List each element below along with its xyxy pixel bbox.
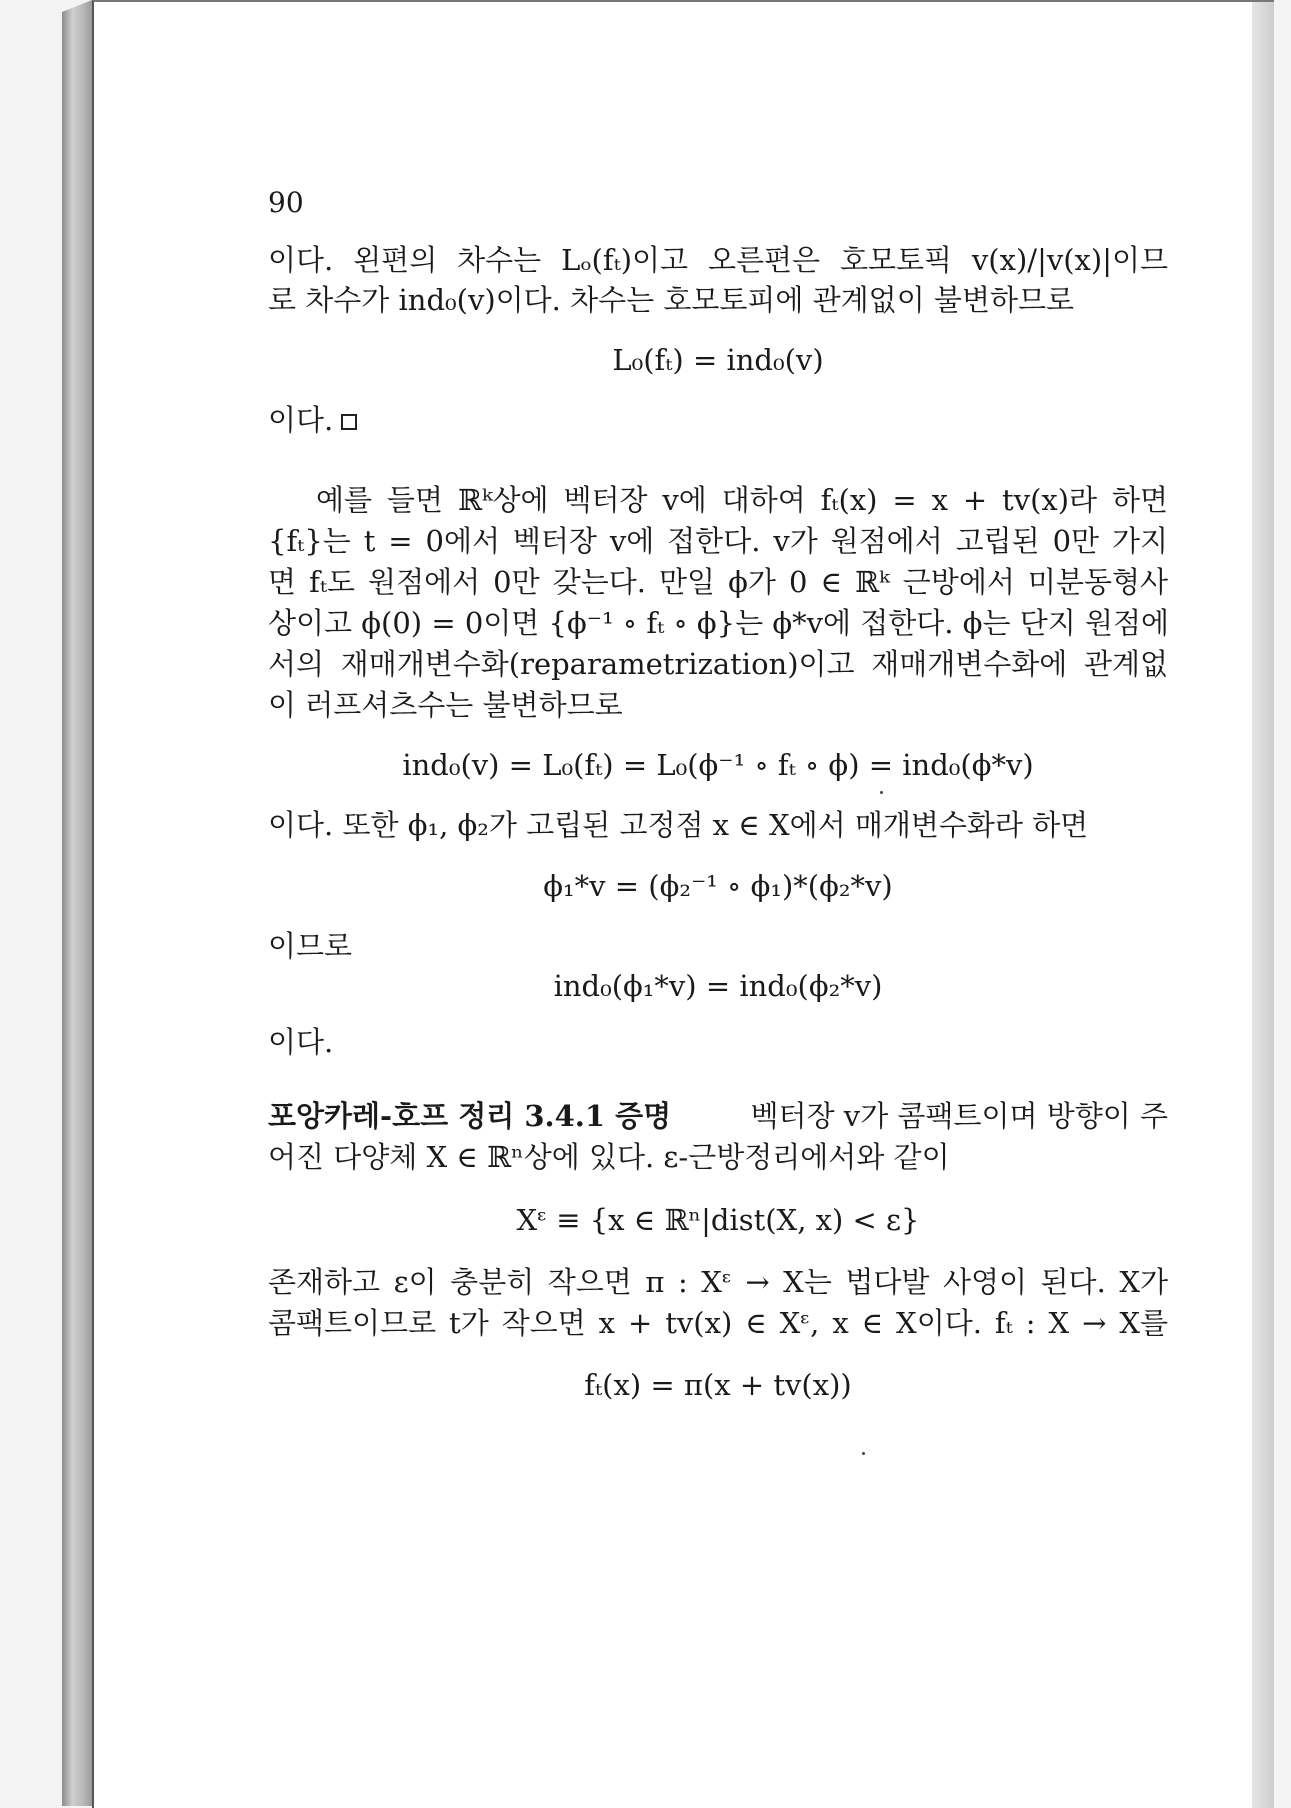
text-line-3: 이다.: [268, 403, 334, 437]
text-line-3-wrap: [268, 400, 1168, 440]
theorem-heading: 포앙카레-호프 정리 3.4.1 증명: [268, 1099, 672, 1133]
text-line-11: 이므로: [268, 929, 353, 963]
text-line-4: 예를 들면 ℝᵏ상에 벡터장 v에 대하여 fₜ(x) = x + tv(x)라 하면: [316, 483, 1168, 517]
equation-5: Xᵋ ≡ {x ∈ ℝⁿ|dist(X, x) < ε}: [516, 1203, 920, 1237]
text-line-5: {fₜ}는 t = 0에서 벡터장 v에 접한다. v가 원점에서 고립된 0만 가지: [268, 524, 1168, 558]
page-edge: [1252, 2, 1274, 1808]
text-line-6: 면 fₜ도 원점에서 0만 갖는다. 만일 ϕ가 0 ∈ ℝᵏ 근방에서 미분동형사: [268, 565, 1168, 599]
text-line-14: 존재하고 ε이 충분히 작으면 π : Xᵋ → X는 법다발 사영이 된다. X가: [268, 1265, 1168, 1299]
page-number: 90: [268, 186, 304, 219]
text-line-10: 이다. 또한 ϕ₁, ϕ₂가 고립된 고정점 x ∈ X에서 매개변수화라 하면: [268, 808, 1089, 842]
text-line-12: 이다.: [268, 1025, 334, 1059]
text-line-15: 콤팩트이므로 t가 작으면 x + tv(x) ∈ Xᵋ, x ∈ X이다. fₜ : X → X를: [268, 1306, 1168, 1340]
qed-square-icon: [341, 414, 357, 430]
text-line-1: 이다. 왼편의 차수는 Lₒ(fₜ)이고 오른편은 호모토픽 v(x)/|v(x)|이므: [268, 243, 1168, 277]
text-line-7: 상이고 ϕ(0) = 0이면 {ϕ⁻¹ ∘ fₜ ∘ ϕ}는 ϕ*v에 접한다. ϕ는 단지 원점에: [268, 606, 1169, 640]
equation-4: ind₀(ϕ₁*v) = ind₀(ϕ₂*v): [553, 969, 883, 1003]
equation-2: ind₀(v) = L₀(fₜ) = L₀(ϕ⁻¹ ∘ fₜ ∘ ϕ) = ind₀(ϕ*v): [402, 748, 1034, 782]
text-line-2: 로 차수가 ind₀(v)이다. 차수는 호모토피에 관계없이 불변하므로: [268, 283, 1075, 317]
text-line-8: 서의 재매개변수화(reparametrization)이고 재매개변수화에 관계없: [268, 647, 1168, 681]
equation-6: fₜ(x) = π(x + tv(x)): [584, 1368, 852, 1402]
equation-3: ϕ₁*v = (ϕ₂⁻¹ ∘ ϕ₁)*(ϕ₂*v): [543, 869, 893, 903]
speck-mark: [880, 791, 883, 794]
theorem-line: [268, 1096, 1168, 1136]
theorem-text-1: 벡터장 v가 콤팩트이며 방향이 주: [750, 1099, 1168, 1133]
equation-1: L₀(fₜ) = ind₀(v): [612, 343, 824, 377]
book-spine: [62, 0, 92, 1806]
text-line-9: 이 러프셔츠수는 불변하므로: [268, 688, 623, 722]
text-line-13: 어진 다양체 X ∈ ℝⁿ상에 있다. ε-근방정리에서와 같이: [268, 1140, 950, 1174]
speck-mark-2: [862, 1452, 865, 1455]
